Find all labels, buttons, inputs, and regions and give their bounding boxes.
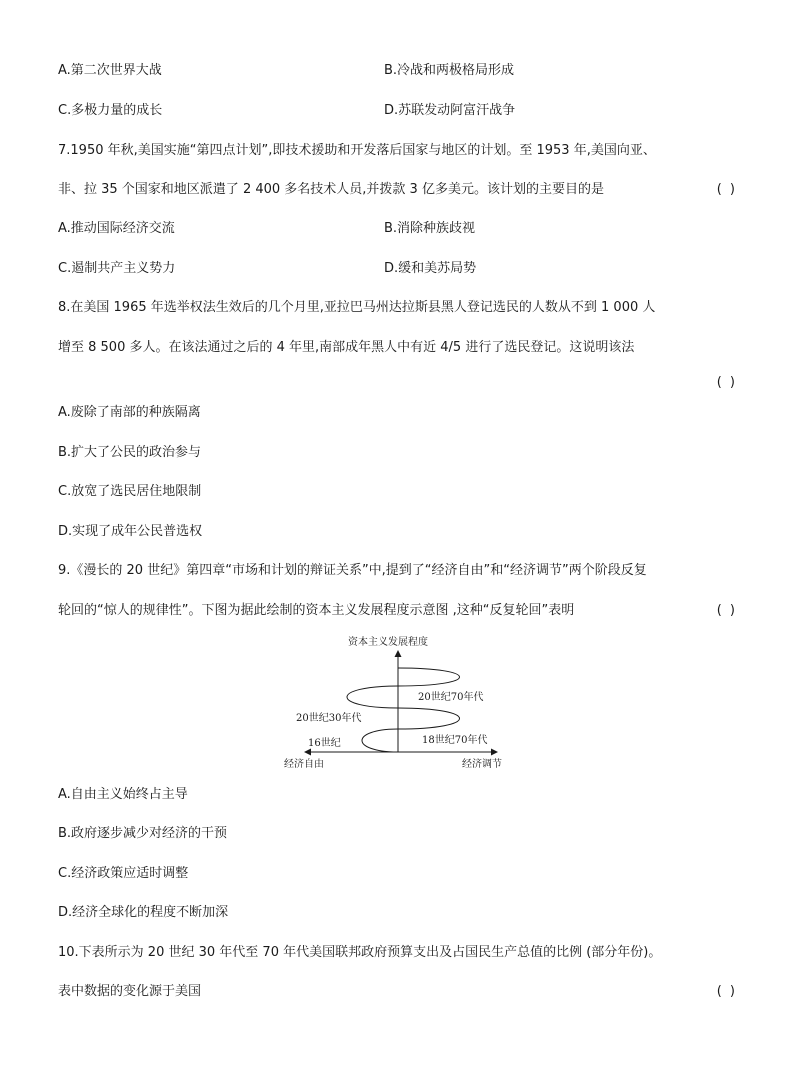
q7-answer-paren: ( ) [716, 182, 737, 197]
label-16c: 16世纪 [308, 738, 341, 749]
label-18c-70s: 18世纪70年代 [422, 735, 488, 746]
capitalism-development-diagram [280, 634, 520, 774]
label-economic-freedom: 经济自由 [284, 759, 324, 770]
label-20c-70s: 20世纪70年代 [418, 692, 484, 703]
q7-option-a: A.推动国际经济交流 [58, 221, 175, 236]
q9-stem-line1: 9.《漫长的 20 世纪》第四章“市场和计划的辩证关系”中,提到了“经济自由”和“经济调节”两个阶段反复 [58, 563, 647, 578]
q7-stem-line1: 7.1950 年秋,美国实施“第四点计划”,即技术援助和开发落后国家与地区的计划。至 1953 年,美国向亚、 [58, 143, 656, 158]
label-economic-regulation: 经济调节 [462, 759, 502, 770]
spiral-arc-3 [347, 686, 398, 708]
q7-option-c: C.遏制共产主义势力 [58, 261, 176, 276]
q9-answer-paren: ( ) [716, 603, 737, 618]
q9-option-a: A.自由主义始终占主导 [58, 787, 188, 802]
q8-stem-line1: 8.在美国 1965 年选举权法生效后的几个月里,亚拉巴马州达拉斯县黑人登记选民的人数从不到 1 000 人 [58, 300, 656, 315]
q6-option-b: B.冷战和两极格局形成 [384, 63, 515, 78]
q6-option-d: D.苏联发动阿富汗战争 [384, 103, 516, 118]
q9-option-d: D.经济全球化的程度不断加深 [58, 905, 229, 920]
q10-answer-paren: ( ) [716, 984, 737, 999]
q7-option-d: D.缓和美苏局势 [384, 261, 477, 276]
spiral-arc-2 [398, 708, 460, 729]
q10-stem-line1: 10.下表所示为 20 世纪 30 年代至 70 年代美国联邦政府预算支出及占国民生产总值的比例 (部分年份)。 [58, 945, 662, 960]
q8-option-a: A.废除了南部的种族隔离 [58, 405, 201, 420]
q9-stem-line2: 轮回的“惊人的规律性”。下图为据此绘制的资本主义发展程度示意图 ,这种“反复轮回”表明 [58, 603, 575, 618]
q10-stem-line2: 表中数据的变化源于美国 [58, 984, 202, 999]
q7-stem-line2: 非、拉 35 个国家和地区派遣了 2 400 多名技术人员,并拨款 3 亿多美元。该计划的主要目的是 [58, 182, 604, 197]
q6-option-c: C.多极力量的成长 [58, 103, 163, 118]
q8-option-d: D.实现了成年公民普选权 [58, 524, 203, 539]
q8-option-c: C.放宽了选民居住地限制 [58, 484, 202, 499]
q6-option-a: A.第二次世界大战 [58, 63, 162, 78]
q8-option-b: B.扩大了公民的政治参与 [58, 445, 202, 460]
q8-stem-line2: 增至 8 500 多人。在该法通过之后的 4 年里,南部成年黑人中有近 4/5 进行了选民登记。这说明该法 [58, 340, 635, 355]
q9-option-b: B.政府逐步减少对经济的干预 [58, 826, 228, 841]
q8-answer-paren: ( ) [716, 375, 737, 390]
spiral-arc-1 [362, 729, 398, 752]
label-20c-30s: 20世纪30年代 [296, 713, 362, 724]
spiral-arc-4 [398, 668, 460, 686]
q9-option-c: C.经济政策应适时调整 [58, 866, 189, 881]
y-axis-label: 资本主义发展程度 [348, 637, 428, 648]
q7-option-b: B.消除种族歧视 [384, 221, 476, 236]
